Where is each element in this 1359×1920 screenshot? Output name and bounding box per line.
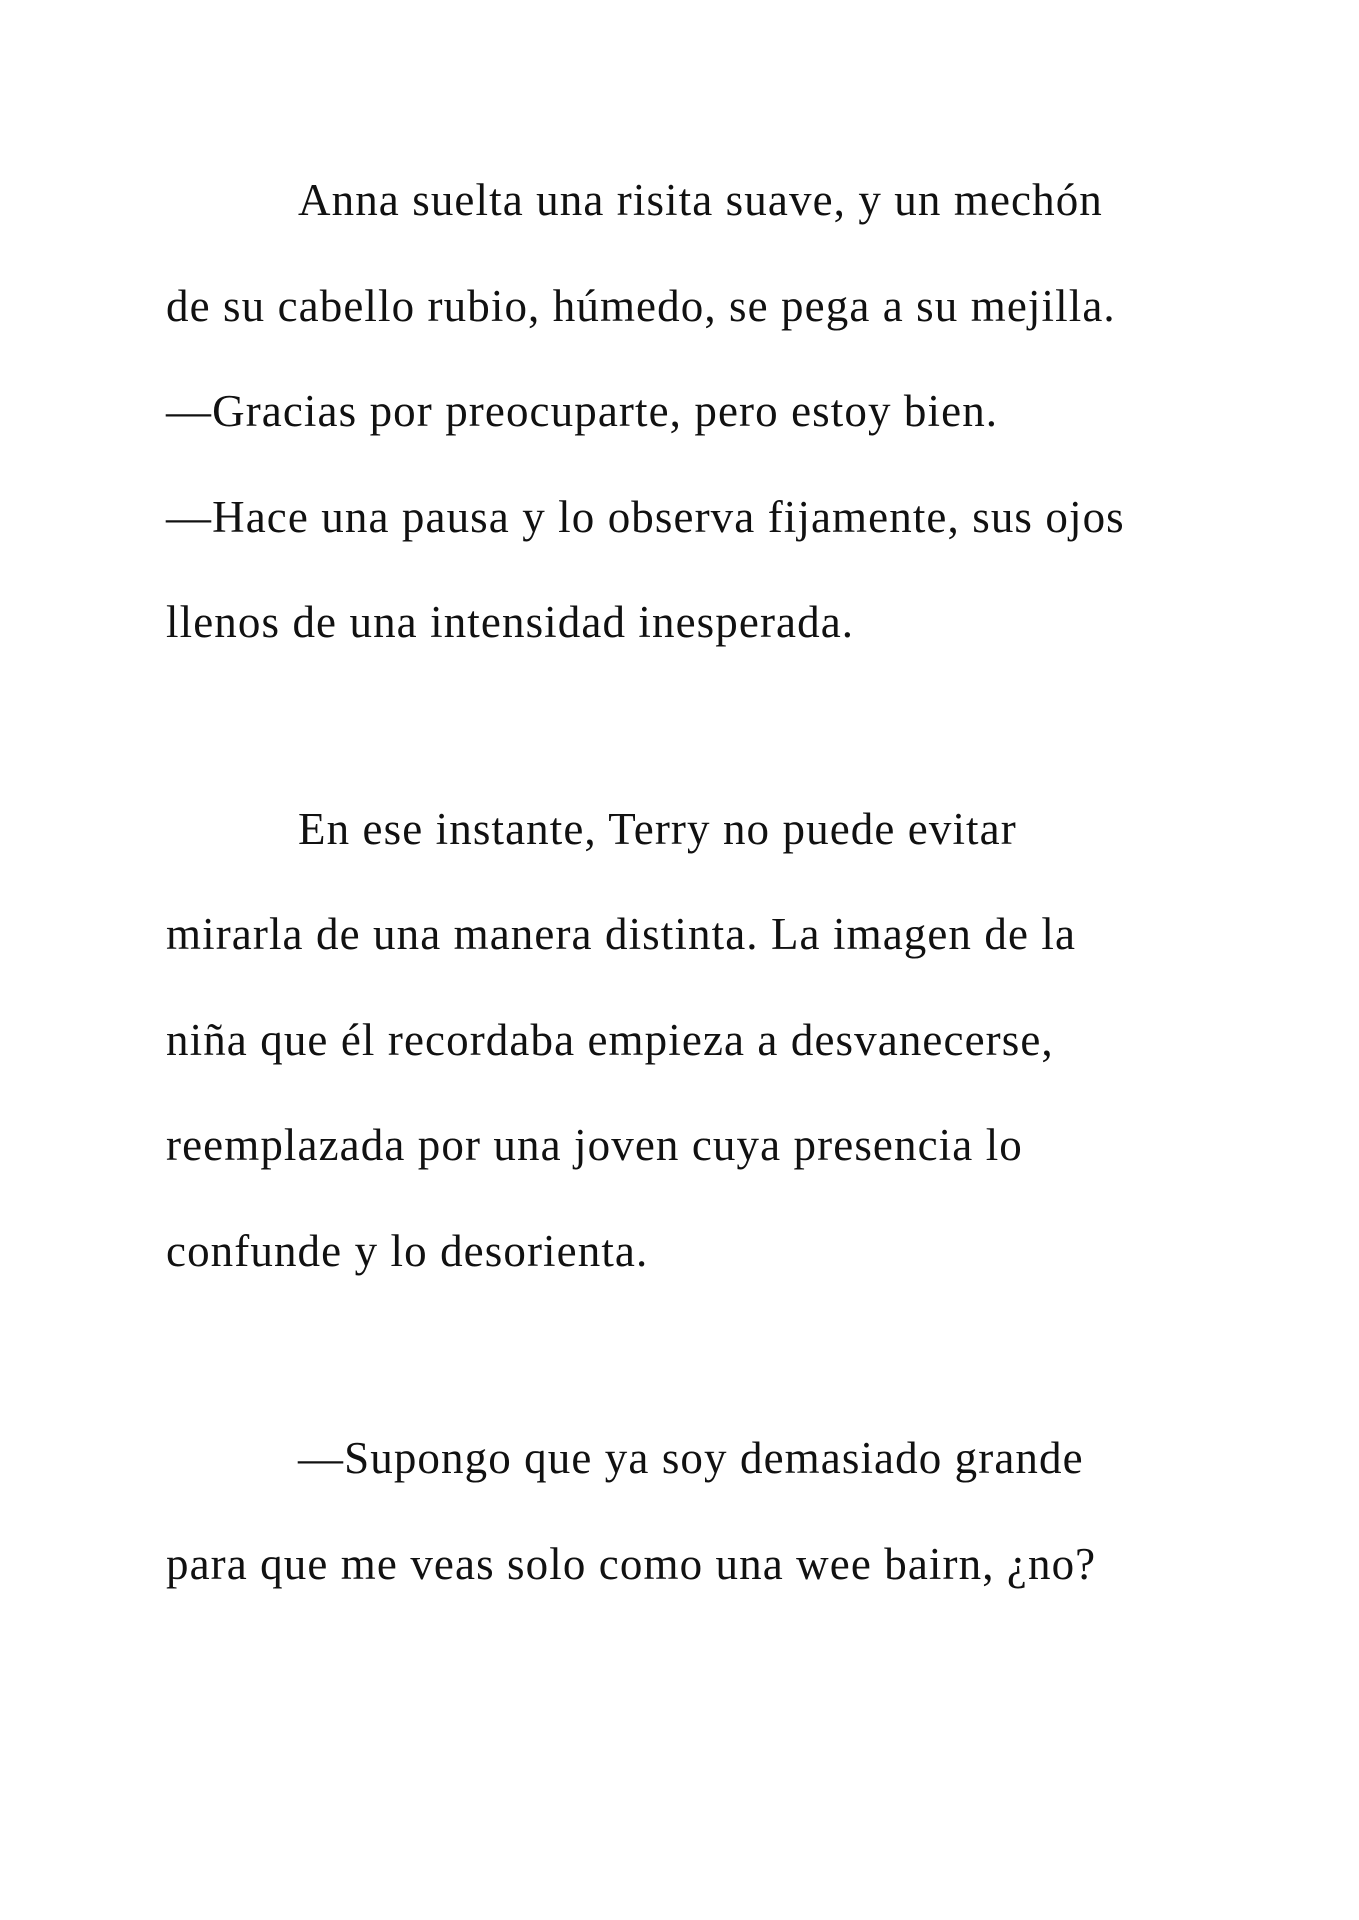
text-line: de su cabello rubio, húmedo, se pega a su mejilla. [166,281,1116,331]
text-line: —Hace una pausa y lo observa fijamente, sus ojos [166,492,1125,542]
text-line: En ese instante, Terry no puede evitar [298,804,1017,854]
text-line: llenos de una intensidad inesperada. [166,597,855,647]
text-line: —Supongo que ya soy demasiado grande [298,1433,1084,1483]
text-line: Anna suelta una risita suave, y un mechón [298,175,1103,225]
text-line: mirarla de una manera distinta. La imagen de la [166,909,1077,959]
text-line: niña que él recordaba empieza a desvanecerse, [166,1015,1054,1065]
text-line: —Gracias por preocuparte, pero estoy bien. [166,386,999,436]
text-line: para que me veas solo como una wee bairn, ¿no? [166,1539,1097,1589]
text-line: reemplazada por una joven cuya presencia lo [166,1120,1023,1170]
text-line: confunde y lo desorienta. [166,1226,649,1276]
